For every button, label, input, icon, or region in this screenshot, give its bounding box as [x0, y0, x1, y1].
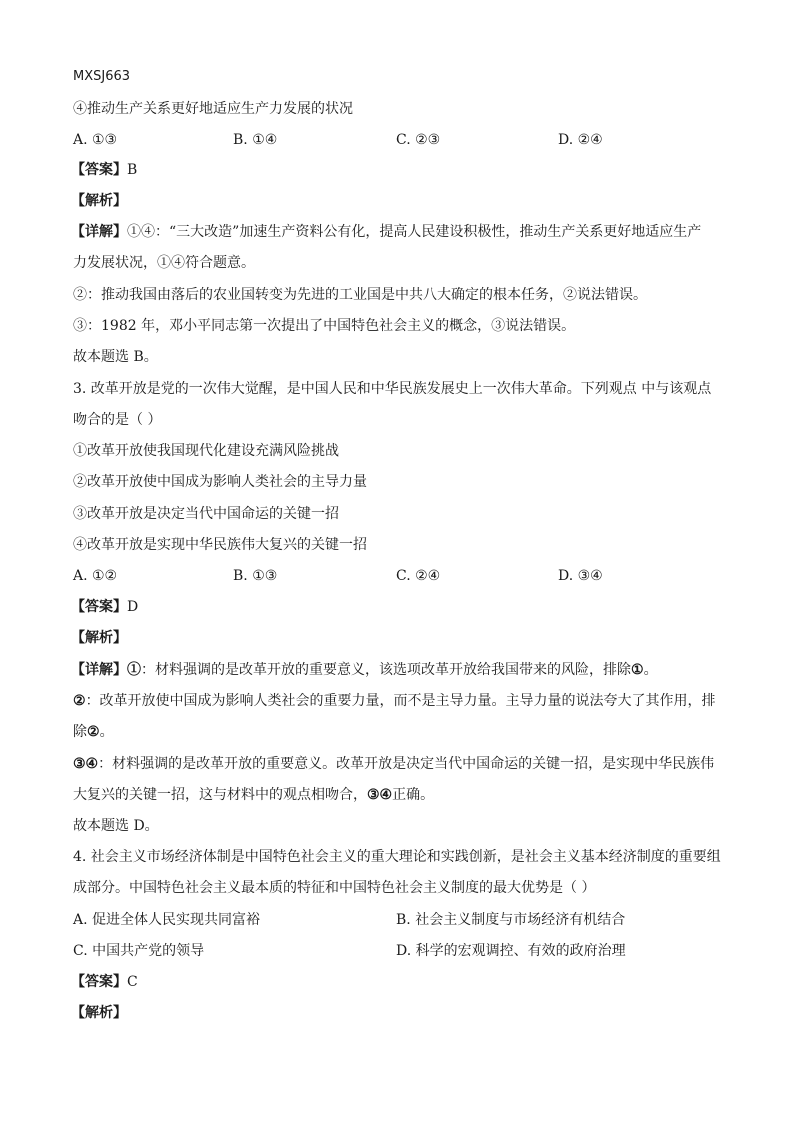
detail-text: 除	[73, 724, 87, 740]
q3-option-a: A. ①②	[73, 568, 118, 584]
q3-detail-line-2	[73, 692, 716, 710]
q2-option-b: B. ①④	[233, 132, 278, 148]
detail-marker: ③④	[73, 756, 99, 772]
answer-label: 【答案】	[71, 162, 127, 178]
q3-item-3: ③改革开放是决定当代中国命运的关键一招	[73, 506, 339, 522]
detail-text: ：改革开放使中国成为影响人类社会的重要力量，而不是主导力量。主导力量的说法夸大了其作用，排	[85, 693, 716, 709]
q3-item-1: ①改革开放使我国现代化建设充满风险挑战	[73, 443, 339, 459]
q2-conclusion: 故本题选 B。	[73, 349, 158, 365]
q4-option-d: D. 科学的宏观调控、有效的政府治理	[396, 943, 626, 959]
q3-detail-line-1	[71, 661, 658, 679]
answer-value: C	[127, 974, 138, 990]
q2-item-4: ④推动生产关系更好地适应生产力发展的状况	[73, 101, 353, 117]
detail-label: 【详解】	[71, 662, 127, 678]
q2-answer	[71, 161, 137, 179]
detail-end: 。	[643, 662, 658, 678]
detail-end: 正确。	[392, 787, 435, 803]
q3-detail-line-5	[73, 786, 434, 804]
q3-answer	[71, 598, 138, 616]
q4-option-a: A. 促进全体人民实现共同富裕	[73, 912, 261, 928]
detail-label: 【详解】	[71, 224, 127, 240]
q2-detail-line-4: ③：1982 年，邓小平同志第一次提出了中国特色社会主义的概念，③说法错误。	[73, 318, 576, 334]
detail-marker: ①	[127, 662, 141, 678]
q3-option-c: C. ②④	[396, 568, 441, 584]
q3-conclusion: 故本题选 D。	[73, 818, 159, 834]
q4-option-c: C. 中国共产党的领导	[73, 943, 205, 959]
detail-end-marker: ②	[87, 724, 100, 740]
q4-analysis-label: 【解析】	[71, 1005, 127, 1021]
q4-stem-line-2: 成部分。中国特色社会主义最本质的特征和中国特色社会主义制度的最大优势是（ ）	[73, 880, 596, 896]
detail-text: ：材料强调的是改革开放的重要意义，该选项改革开放给我国带来的风险，排除	[141, 662, 631, 678]
detail-marker: ②	[73, 693, 86, 709]
q3-stem-line-2: 吻合的是（ ）	[73, 412, 162, 428]
q4-stem-line-1: 4. 社会主义市场经济体制是中国特色社会主义的重大理论和实践创新，是社会主义基本经济制度的重要组	[73, 849, 721, 865]
q3-detail-line-4	[73, 755, 714, 773]
q2-detail-line-2: 力发展状况，①④符合题意。	[73, 255, 255, 271]
q3-option-b: B. ①③	[233, 568, 278, 584]
answer-label: 【答案】	[71, 974, 127, 990]
q2-option-d: D. ②④	[558, 132, 603, 148]
detail-end-marker: ③④	[367, 787, 393, 803]
q3-detail-line-3	[73, 723, 114, 741]
q3-option-d: D. ③④	[558, 568, 603, 584]
detail-text: ①④：“三大改造”加速生产资料公有化，提高人民建设积极性，推动生产关系更好地适应生产	[127, 224, 702, 240]
q2-option-c: C. ②③	[396, 132, 441, 148]
detail-text: ：材料强调的是改革开放的重要意义。改革开放是决定当代中国命运的关键一招，是实现中华民族伟	[98, 756, 715, 772]
detail-end: 。	[99, 724, 114, 740]
detail-end-marker: ①	[631, 662, 644, 678]
answer-value: D	[127, 599, 139, 615]
q3-item-4: ④改革开放是实现中华民族伟大复兴的关键一招	[73, 537, 367, 553]
q2-option-a: A. ①③	[73, 132, 118, 148]
q3-item-2: ②改革开放使中国成为影响人类社会的主导力量	[73, 474, 367, 490]
answer-value: B	[127, 162, 138, 178]
q2-detail-line-3: ②：推动我国由落后的农业国转变为先进的工业国是中共八大确定的根本任务，②说法错误。	[73, 287, 647, 303]
detail-text: 大复兴的关键一招，这与材料中的观点相吻合，	[73, 787, 367, 803]
q4-option-b: B. 社会主义制度与市场经济有机结合	[396, 912, 626, 928]
q4-answer	[71, 973, 138, 991]
header-code: MXSJ663	[73, 69, 131, 84]
answer-label: 【答案】	[71, 599, 127, 615]
q2-analysis-label: 【解析】	[71, 193, 127, 209]
q3-stem-line-1: 3. 改革开放是党的一次伟大觉醒，是中国人民和中华民族发展史上一次伟大革命。下列观点 中与该观点	[73, 381, 712, 397]
q3-analysis-label: 【解析】	[71, 630, 127, 646]
q2-detail-line-1	[71, 223, 701, 241]
